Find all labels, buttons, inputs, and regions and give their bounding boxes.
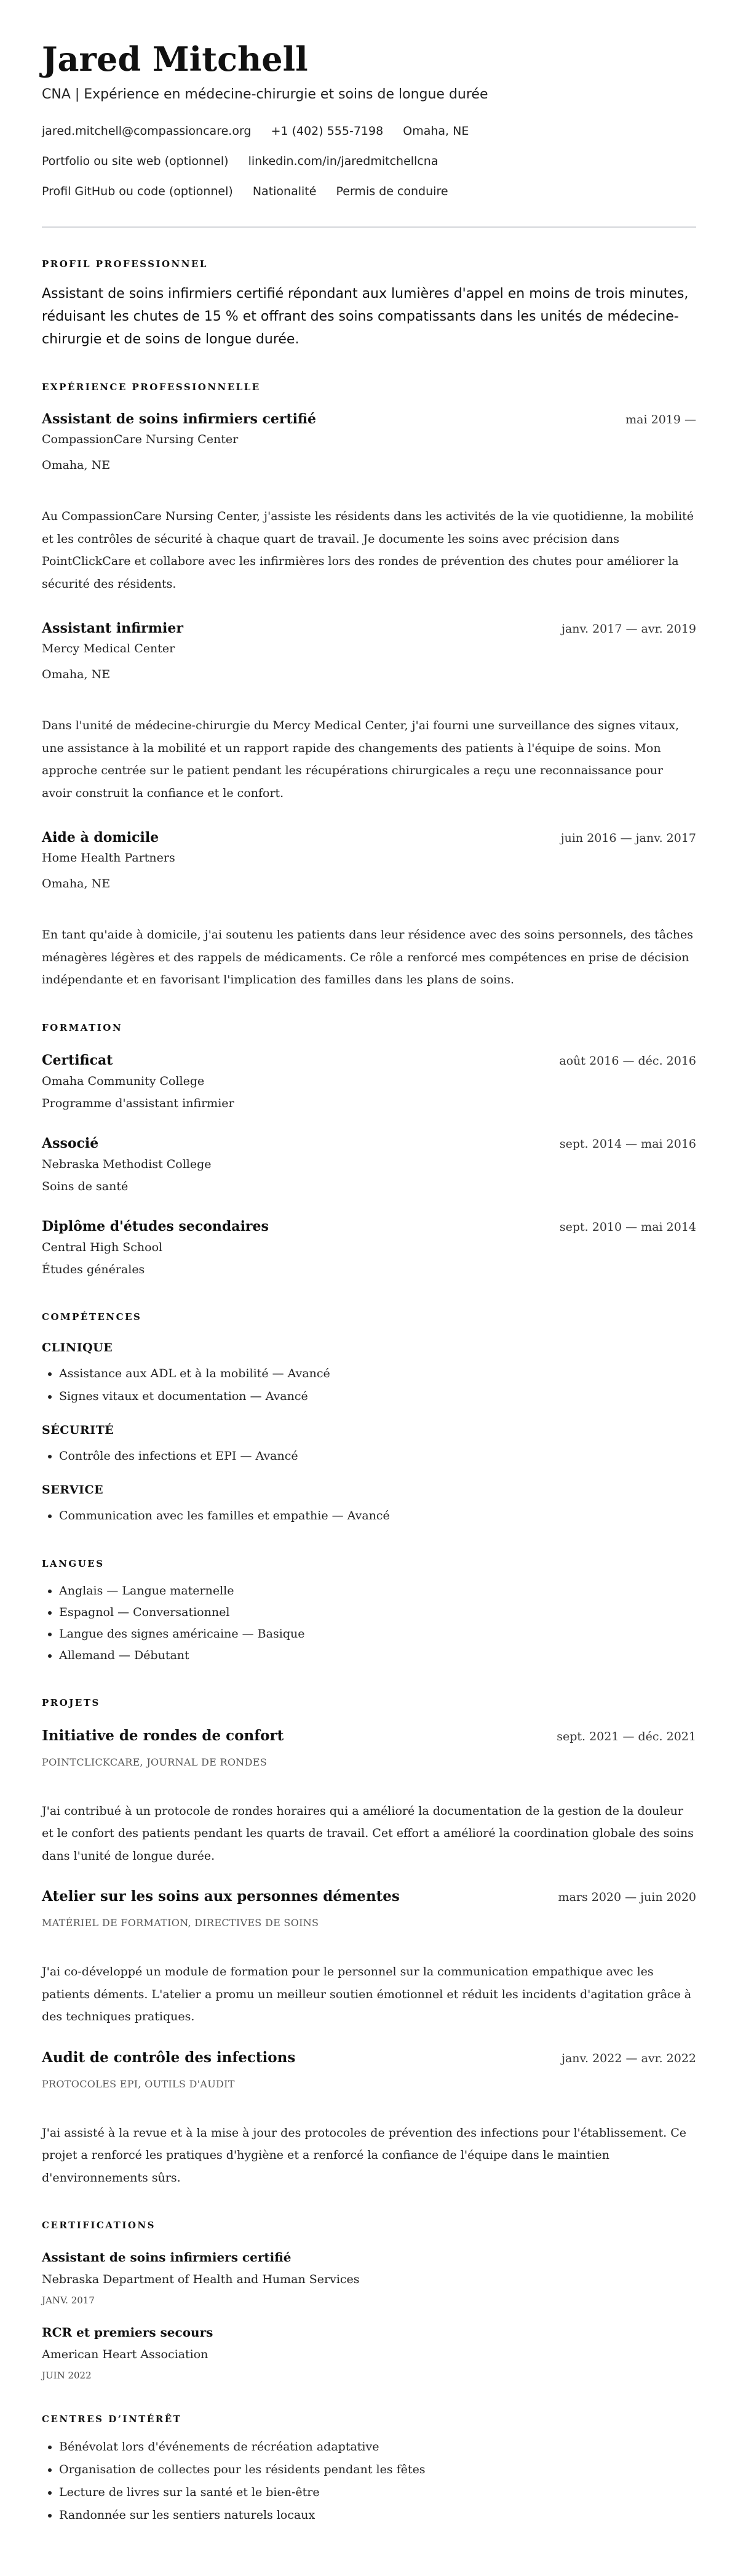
section-heading: PROJETS	[42, 1697, 100, 1708]
nationality: Nationalité	[252, 185, 317, 198]
project-tags: MATÉRIEL DE FORMATION, DIRECTIVES DE SOINS	[42, 1917, 319, 1929]
language-item: • Espagnol — Conversationnel	[59, 1602, 696, 1623]
school: Omaha Community College	[42, 1074, 205, 1088]
language-list	[42, 1580, 696, 1666]
interests-section	[42, 2413, 696, 2527]
education-section	[42, 1022, 696, 1281]
project-description: J'ai assisté à la revue et à la mise à jour des protocoles de prévention des infections pour l'établissement. Ce projet a renforcé les pratiques d'hygiène et a renforcé la confiance de l'équipe dans le maintien d'environnements sûrs.	[42, 2126, 687, 2185]
contact-row	[42, 152, 696, 170]
field-of-study: Programme d'assistant infirmier	[42, 1096, 234, 1110]
project-tags: POINTCLICKCARE, JOURNAL DE RONDES	[42, 1756, 267, 1768]
profile-section	[42, 258, 696, 351]
projects-section	[42, 1697, 696, 2190]
section-heading: CENTRES D’INTÉRÊT	[42, 2414, 182, 2425]
certifications-section	[42, 2219, 696, 2383]
project-dates: janv. 2022 — avr. 2022	[561, 2051, 696, 2065]
location: Omaha, NE	[403, 124, 469, 138]
job-location: Omaha, NE	[42, 668, 111, 681]
skill-item: • Assistance aux ADL et à la mobilité — Avancé	[59, 1362, 696, 1385]
skill-category: SÉCURITÉ	[42, 1423, 114, 1437]
degree: Associé	[42, 1135, 99, 1151]
interest-item: • Organisation de collectes pour les résidents pendant les fêtes	[59, 2458, 696, 2481]
education-entry	[42, 1217, 696, 1281]
language-item: • Allemand — Débutant	[59, 1645, 696, 1666]
skill-list	[42, 1505, 696, 1527]
contact-row	[42, 122, 696, 140]
job-entry	[42, 619, 696, 804]
email-link[interactable]: jared.mitchell@compassioncare.org	[42, 124, 252, 138]
interest-list	[42, 2436, 696, 2527]
skill-category: SERVICE	[42, 1482, 104, 1497]
project-description: J'ai co-développé un module de formation pour le personnel sur la communication empathique avec les patients déments. L'atelier a promu un meilleur soutien émotionnel et réduit les incidents d'agitation grâce à des techniques pratiques.	[42, 1965, 692, 2023]
job-location: Omaha, NE	[42, 877, 111, 890]
job-company: CompassionCare Nursing Center	[42, 433, 239, 446]
education-dates: sept. 2010 — mai 2014	[559, 1220, 696, 1234]
education-dates: août 2016 — déc. 2016	[559, 1054, 696, 1068]
field-of-study: Études générales	[42, 1262, 145, 1276]
project-description: J'ai contribué à un protocole de rondes horaires qui a amélioré la documentation de la gestion de la douleur et le confort des patients pendant les quarts de travail. Cet effort a amélioré la coordination globale des soins dans l'unité de longue durée.	[42, 1804, 694, 1863]
project-title: Atelier sur les soins aux personnes démentes	[42, 1888, 400, 1905]
project-title: Initiative de rondes de confort	[42, 1727, 284, 1744]
section-heading: CERTIFICATIONS	[42, 2220, 156, 2231]
job-title: Aide à domicile	[42, 830, 159, 846]
interest-item: • Lecture de livres sur la santé et le bien-être	[59, 2481, 696, 2504]
job-dates: juin 2016 — janv. 2017	[560, 831, 696, 845]
experience-section	[42, 381, 696, 991]
job-company: Mercy Medical Center	[42, 642, 175, 655]
project-entry	[42, 1887, 696, 2028]
project-entry	[42, 2048, 696, 2190]
certification-entry	[42, 2324, 696, 2383]
skill-category: CLINIQUE	[42, 1340, 113, 1354]
headline: CNA | Expérience en médecine-chirurgie et soins de longue durée	[42, 87, 488, 102]
candidate-name: Jared Mitchell	[42, 39, 308, 79]
skill-list	[42, 1362, 696, 1408]
phone-link[interactable]: +1 (402) 555-7198	[271, 124, 384, 138]
section-heading: LANGUES	[42, 1558, 105, 1569]
header-divider	[42, 226, 696, 228]
github-link[interactable]: Profil GitHub ou code (optionnel)	[42, 185, 233, 198]
job-description: En tant qu'aide à domicile, j'ai soutenu les patients dans leur résidence avec des soins personnels, des tâches ménagères légères et des rappels de médicaments. Ce rôle a renforcé mes compétences en prise de décision indépendante et en favorisant l'implication des familles dans les plans de soins.	[42, 928, 693, 986]
interest-item: • Randonnée sur les sentiers naturels locaux	[59, 2504, 696, 2527]
degree: Diplôme d'études secondaires	[42, 1218, 269, 1234]
language-item: • Anglais — Langue maternelle	[59, 1580, 696, 1602]
section-heading: EXPÉRIENCE PROFESSIONNELLE	[42, 382, 261, 393]
project-dates: mars 2020 — juin 2020	[558, 1890, 696, 1904]
certification-issuer: Nebraska Department of Health and Human Services	[42, 2273, 360, 2286]
skill-list	[42, 1445, 696, 1468]
job-title: Assistant de soins infirmiers certifié	[42, 411, 317, 427]
languages-section	[42, 1558, 696, 1666]
field-of-study: Soins de santé	[42, 1179, 129, 1193]
project-title: Audit de contrôle des infections	[42, 2049, 296, 2066]
portfolio-link[interactable]: Portfolio ou site web (optionnel)	[42, 154, 229, 168]
school: Central High School	[42, 1240, 163, 1254]
certification-entry	[42, 2249, 696, 2308]
education-entry	[42, 1051, 696, 1114]
project-dates: sept. 2021 — déc. 2021	[557, 1729, 696, 1743]
certification-issuer: American Heart Association	[42, 2348, 208, 2361]
certification-date: JANV. 2017	[42, 2295, 95, 2306]
job-company: Home Health Partners	[42, 851, 175, 865]
certification-title: RCR et premiers secours	[42, 2325, 213, 2340]
job-dates: janv. 2017 — avr. 2019	[561, 622, 696, 636]
section-heading: FORMATION	[42, 1022, 123, 1033]
interest-item: • Bénévolat lors d'événements de récréation adaptative	[59, 2436, 696, 2458]
school: Nebraska Methodist College	[42, 1157, 212, 1171]
project-tags: PROTOCOLES EPI, OUTILS D'AUDIT	[42, 2078, 235, 2090]
skills-section	[42, 1311, 696, 1527]
job-title: Assistant infirmier	[42, 620, 183, 636]
profile-summary: Assistant de soins infirmiers certifié répondant aux lumières d'appel en moins de trois minutes, réduisant les chutes de 15 % et offrant des soins compatissants dans les unités de médecine-chirurgie et de soins de longue durée.	[42, 286, 689, 347]
section-heading: COMPÉTENCES	[42, 1311, 142, 1322]
job-entry	[42, 828, 696, 991]
skill-item: • Communication avec les familles et empathie — Avancé	[59, 1505, 696, 1527]
resume-header	[42, 41, 696, 201]
linkedin-link[interactable]: linkedin.com/in/jaredmitchellcna	[248, 154, 438, 168]
education-dates: sept. 2014 — mai 2016	[559, 1137, 696, 1151]
job-location: Omaha, NE	[42, 458, 111, 472]
job-entry	[42, 410, 696, 595]
skill-item: • Signes vitaux et documentation — Avancé	[59, 1385, 696, 1408]
contact-row	[42, 182, 696, 201]
job-description: Au CompassionCare Nursing Center, j'assiste les résidents dans les activités de la vie quotidienne, la mobilité et les contrôles de sécurité à chaque quart de travail. Je documente les soins avec précision dans PointClickCare et collabore avec les infirmières lors des rondes de prévention des chutes pour améliorer la sécurité des résidents.	[42, 510, 694, 591]
degree: Certificat	[42, 1052, 113, 1068]
education-entry	[42, 1134, 696, 1198]
section-heading: PROFIL PROFESSIONNEL	[42, 258, 208, 270]
project-entry	[42, 1726, 696, 1868]
driving-license: Permis de conduire	[336, 185, 448, 198]
certification-date: JUIN 2022	[42, 2370, 92, 2381]
job-description: Dans l'unité de médecine-chirurgie du Mercy Medical Center, j'ai fourni une surveillance des signes vitaux, une assistance à la mobilité et un rapport rapide des changements des patients à l'équipe de soins. Mon approche centrée sur le patient pendant les récupérations chirurgicales a reçu une reconnaissance pour avoir construit la confiance et le confort.	[42, 719, 680, 800]
certification-title: Assistant de soins infirmiers certifié	[42, 2250, 292, 2265]
language-item: • Langue des signes américaine — Basique	[59, 1623, 696, 1645]
job-dates: mai 2019 —	[625, 413, 696, 426]
skill-item: • Contrôle des infections et EPI — Avancé	[59, 1445, 696, 1468]
